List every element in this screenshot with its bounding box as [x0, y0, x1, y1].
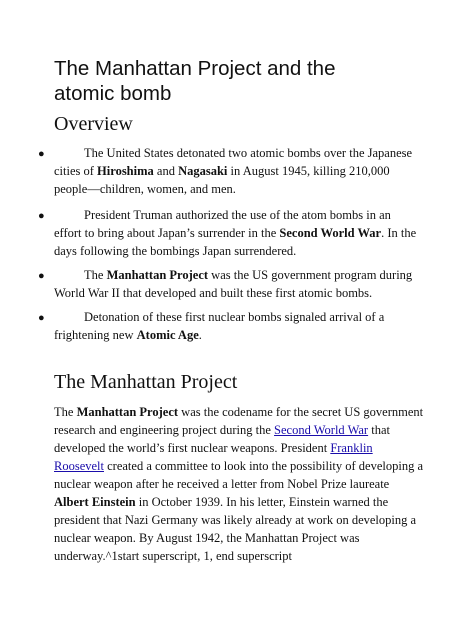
bullet-2-text-b: . In the days following the bombings Japan surrendered.	[54, 226, 417, 258]
bullet-dot-icon: ●	[38, 148, 45, 160]
bullet-dot-icon: ●	[38, 210, 45, 222]
manhattan-paragraph	[54, 403, 424, 565]
bullet-text-1	[54, 144, 420, 198]
bullet-item-4	[0, 308, 420, 344]
bullet-3-text-b: was the US government program during World War II that developed and built these first atomic bombs.	[54, 268, 413, 300]
bullet-3-text-a: The	[84, 268, 107, 282]
bullet-1-text-a: The United States detonated two atomic bombs over the Japanese cities of	[54, 146, 413, 178]
bullet-3-bold-manhattan-project: Manhattan Project	[106, 268, 209, 282]
para-text-a: The	[54, 405, 77, 419]
bullet-dot-icon: ●	[38, 312, 45, 324]
second-world-war-link[interactable]: Second World War	[274, 423, 369, 437]
para-bold-albert-einstein: Albert Einstein	[54, 495, 136, 509]
para-text-e: in October 1939. In his letter, Einstein warned the president that Nazi Germany was likely already at work on developing a nuclear weapon. By August 1942, the Manhattan Project was underway.^1	[54, 495, 417, 563]
bullet-1-bold-nagasaki: Nagasaki	[178, 164, 228, 178]
bullet-text-3	[54, 266, 420, 302]
bullet-text-4	[54, 308, 420, 344]
bullet-item-2	[0, 206, 420, 260]
bullet-1-bold-hiroshima: Hiroshima	[97, 164, 154, 178]
bullet-text-2	[54, 206, 420, 260]
bullet-dot-icon: ●	[38, 270, 45, 282]
franklin-roosevelt-link[interactable]: Franklin Roosevelt	[54, 441, 373, 473]
para-bold-manhattan-project: Manhattan Project	[76, 405, 179, 419]
page-title: The Manhattan Project and the atomic bomb	[54, 57, 336, 105]
bullet-item-3	[0, 266, 420, 302]
para-text-c: that developed the world’s first nuclear weapons. President	[54, 423, 390, 455]
bullet-2-bold-second-world-war: Second World War	[279, 226, 382, 240]
bullet-item-1	[0, 144, 420, 198]
bullet-1-text-c: in August 1945, killing 210,000 people—children, women, and men.	[54, 164, 390, 196]
bullet-4-bold-atomic-age: Atomic Age	[136, 328, 199, 342]
overview-heading: Overview	[54, 113, 133, 135]
bullet-2-text-a: President Truman authorized the use of the atom bombs in an effort to bring about Japan’s surrender in the	[54, 208, 391, 240]
manhattan-project-heading: The Manhattan Project	[54, 371, 238, 393]
para-text-b: was the codename for the secret US government research and engineering project during the	[54, 405, 424, 437]
bullet-4-text-a: Detonation of these first nuclear bombs signaled arrival of a frightening new	[54, 310, 385, 342]
bullet-1-text-b: and	[153, 164, 179, 178]
bullet-4-text-b: .	[198, 328, 202, 342]
para-text-d: created a committee to look into the possibility of developing a nuclear weapon after he received a letter from Nobel Prize laureate	[54, 459, 424, 491]
para-text-f: start superscript, 1, end superscript	[117, 549, 292, 563]
